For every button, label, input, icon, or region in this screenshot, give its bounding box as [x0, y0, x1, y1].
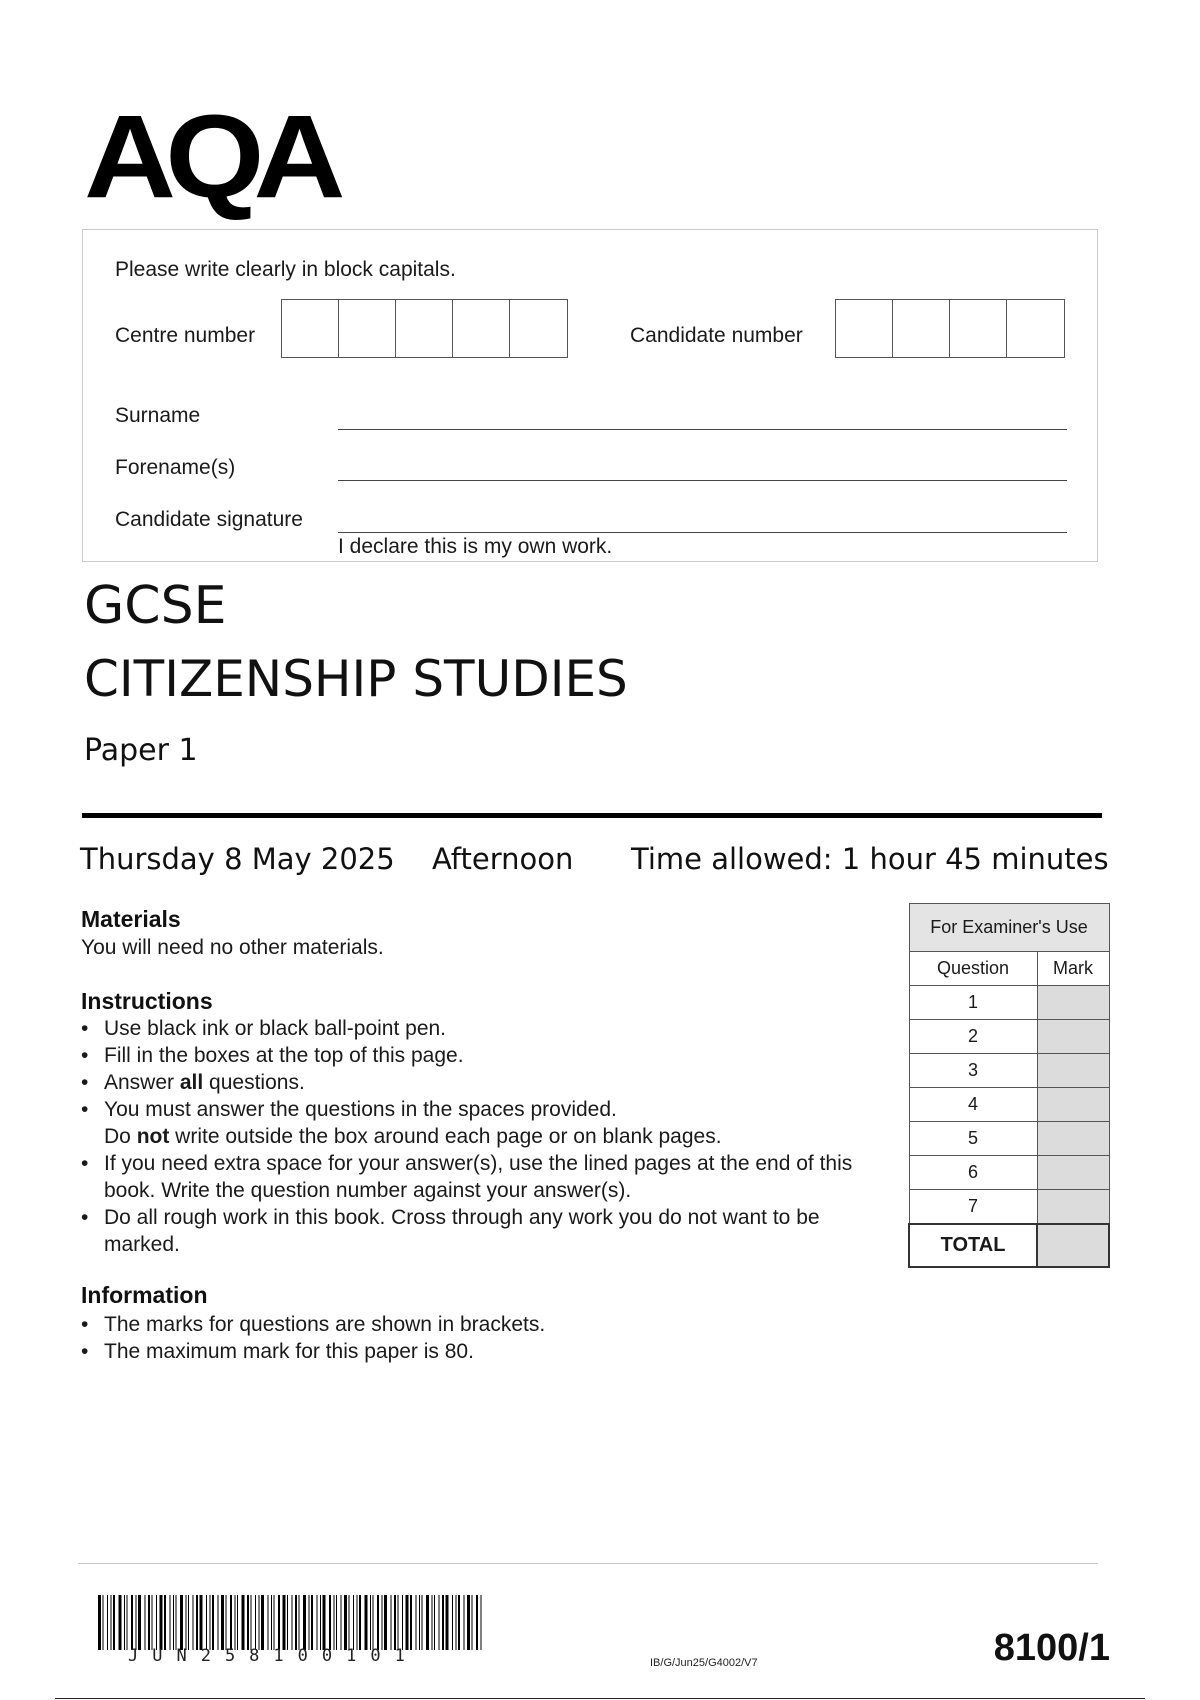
information-list [81, 1311, 871, 1365]
mark-cell[interactable] [1037, 1122, 1109, 1156]
mark-cell[interactable] [1037, 1054, 1109, 1088]
barcode-bar [218, 1595, 219, 1650]
barcode-bar [230, 1595, 232, 1650]
candidate-number-digit-box[interactable] [836, 300, 893, 357]
barcode-bar [176, 1595, 177, 1650]
mark-cell[interactable] [1037, 1020, 1109, 1054]
exam-paper: Paper 1 [84, 733, 198, 768]
barcode-bar [452, 1595, 453, 1650]
barcode-bar [259, 1595, 260, 1650]
barcode-bar [235, 1595, 236, 1650]
barcode-bar [446, 1595, 449, 1650]
barcode-bar [398, 1595, 399, 1650]
barcode-text: JUN258100101 [128, 1646, 419, 1666]
centre-number-digit-box[interactable] [339, 300, 396, 357]
barcode-bar [206, 1595, 207, 1650]
centre-number-digit-box[interactable] [282, 300, 339, 357]
barcode-bar [283, 1595, 286, 1650]
question-number: 4 [909, 1088, 1037, 1122]
document-reference: IB/G/Jun25/G4002/V7 [650, 1657, 758, 1669]
barcode-bar [170, 1595, 171, 1650]
barcode-bar [426, 1595, 429, 1650]
barcode-bar [384, 1595, 387, 1650]
candidate-number-digit-box[interactable] [1007, 300, 1064, 357]
instruction-item: • Use black ink or black ball-point pen. [81, 1015, 871, 1042]
block-capitals-instruction: Please write clearly in block capitals. [115, 258, 456, 281]
barcode-bar [131, 1595, 133, 1650]
barcode-bar [111, 1595, 112, 1650]
candidate-number-label: Candidate number [630, 324, 803, 347]
barcode-bar [186, 1595, 187, 1650]
question-number: 1 [909, 986, 1037, 1020]
barcode-bar [193, 1595, 194, 1650]
barcode-bar [370, 1595, 371, 1650]
barcode-bar [442, 1595, 444, 1650]
barcode-bar [98, 1595, 101, 1650]
barcode-bar [422, 1595, 423, 1650]
barcode-bar [196, 1595, 198, 1650]
barcode-bar [365, 1595, 368, 1650]
barcode-bar [391, 1595, 392, 1650]
barcode-bar [299, 1595, 300, 1650]
mark-cell[interactable] [1037, 986, 1109, 1020]
barcode-bar [394, 1595, 396, 1650]
barcode-bar [476, 1595, 478, 1650]
barcode-bar [145, 1595, 146, 1650]
barcode-bar [359, 1595, 361, 1650]
barcode-bar [268, 1595, 269, 1650]
barcode-bar [152, 1595, 153, 1650]
candidate-number-boxes [835, 299, 1065, 358]
forenames-label: Forename(s) [115, 456, 236, 479]
candidate-details-box [82, 229, 1098, 562]
exam-session: Afternoon [432, 842, 574, 876]
barcode-bar [271, 1595, 272, 1650]
barcode-bar [251, 1595, 252, 1650]
signature-label: Candidate signature [115, 508, 303, 531]
mark-cell[interactable] [1037, 1190, 1109, 1224]
page-bottom-rule [55, 1698, 1145, 1699]
barcode-bar [357, 1595, 358, 1650]
instructions-heading: Instructions [81, 988, 213, 1014]
barcode-bar [323, 1595, 326, 1650]
surname-label: Surname [115, 404, 201, 427]
barcode-bar [103, 1595, 104, 1650]
barcode-bar [467, 1595, 470, 1650]
barcode-bar [127, 1595, 128, 1650]
centre-number-label: Centre number [115, 324, 256, 347]
exam-date: Thursday 8 May 2025 [80, 842, 395, 876]
forenames-line[interactable] [338, 480, 1067, 481]
barcode-bar [382, 1595, 383, 1650]
information-item: • The marks for questions are shown in brackets. [81, 1311, 871, 1338]
total-row [909, 1224, 1109, 1267]
barcode-bar [148, 1595, 150, 1650]
barcode-bar [261, 1595, 264, 1650]
instruction-item: • Do all rough work in this book. Cross through any work you do not want to be marked. [81, 1204, 871, 1258]
barcode-bar [303, 1595, 306, 1650]
examiner-table-title: For Examiner's Use [909, 904, 1109, 952]
barcode-bar [406, 1595, 409, 1650]
barcode-bar [287, 1595, 288, 1650]
declaration-text: I declare this is my own work. [338, 535, 613, 558]
centre-number-digit-box[interactable] [396, 300, 453, 357]
barcode-bar [309, 1595, 310, 1650]
time-allowed: Time allowed: 1 hour 45 minutes [631, 842, 1109, 876]
instruction-item: • Answer all questions. [81, 1069, 871, 1096]
question-number: 2 [909, 1020, 1037, 1054]
instructions-list [81, 1015, 871, 1258]
barcode-bar [292, 1595, 293, 1650]
barcode-bar [107, 1595, 108, 1650]
barcode-bar [180, 1595, 183, 1650]
information-item: • The maximum mark for this paper is 80. [81, 1338, 871, 1365]
total-mark-cell[interactable] [1037, 1224, 1109, 1267]
question-number: 6 [909, 1156, 1037, 1190]
barcode-bar [247, 1595, 249, 1650]
barcode-bar [419, 1595, 420, 1650]
materials-text: You will need no other materials. [81, 936, 384, 959]
question-number: 5 [909, 1122, 1037, 1156]
barcode-bar [336, 1595, 337, 1650]
table-row [909, 986, 1109, 1020]
question-number: 3 [909, 1054, 1037, 1088]
barcode-bar [226, 1595, 227, 1650]
exam-level: GCSE [84, 576, 227, 636]
barcode-bar [320, 1595, 321, 1650]
barcode-bar [278, 1595, 280, 1650]
mark-cell[interactable] [1037, 1088, 1109, 1122]
barcode-bar [410, 1595, 412, 1650]
barcode-bar [439, 1595, 440, 1650]
title-rule [82, 813, 1102, 818]
barcode-bar [472, 1595, 473, 1650]
barcode-bar [464, 1595, 465, 1650]
aqa-logo: AQA [84, 91, 335, 223]
table-row [909, 1190, 1109, 1224]
information-heading: Information [81, 1282, 208, 1308]
candidate-number-digit-box[interactable] [893, 300, 950, 357]
barcode-bar [295, 1595, 297, 1650]
table-row [909, 1020, 1109, 1054]
instruction-item: • You must answer the questions in the spaces provided. Do not write outside the box around each page or on blank pages. [81, 1096, 871, 1150]
barcode-bar [344, 1595, 347, 1650]
barcode-bar [221, 1595, 224, 1650]
question-number: 7 [909, 1190, 1037, 1224]
instruction-item: • If you need extra space for your answer(s), use the lined pages at the end of this book. Write the question number against your answer(s). [81, 1150, 871, 1204]
barcode-bar [334, 1595, 335, 1650]
barcode-bar [136, 1595, 137, 1650]
mark-cell[interactable] [1037, 1156, 1109, 1190]
exam-subject: CITIZENSHIP STUDIES [84, 650, 628, 708]
table-row [909, 1156, 1109, 1190]
centre-number-boxes [281, 299, 568, 358]
barcode-bar [434, 1595, 435, 1650]
barcode-bar [317, 1595, 318, 1650]
barcode-bar [160, 1595, 163, 1650]
barcode-bar [113, 1595, 115, 1650]
barcode-bar [274, 1595, 275, 1650]
examiner-use-table [908, 903, 1110, 1268]
barcode-bar [402, 1595, 403, 1650]
surname-line[interactable] [338, 429, 1067, 430]
barcode-bar [432, 1595, 433, 1650]
table-row [909, 1054, 1109, 1088]
barcode-bar [311, 1595, 313, 1650]
barcode-bar [188, 1595, 189, 1650]
barcode-bar [416, 1595, 417, 1650]
question-column-header: Question [909, 952, 1037, 986]
barcode-bar [210, 1595, 211, 1650]
barcode-bar [341, 1595, 342, 1650]
barcode-bar [481, 1595, 482, 1650]
signature-line[interactable] [338, 532, 1067, 533]
barcode-bar [124, 1595, 125, 1650]
instruction-item: • Fill in the boxes at the top of this page. [81, 1042, 871, 1069]
paper-code: 8100/1 [993, 1627, 1110, 1669]
table-row [909, 1122, 1109, 1156]
barcode-bar [458, 1595, 460, 1650]
barcode-bar [377, 1595, 379, 1650]
barcode-bar [255, 1595, 256, 1650]
barcode-bar [164, 1595, 166, 1650]
barcode-bar [212, 1595, 214, 1650]
barcode-bar [242, 1595, 245, 1650]
barcode-bar [156, 1595, 157, 1650]
barcode-bar [173, 1595, 174, 1650]
centre-number-digit-box[interactable] [510, 300, 567, 357]
materials-heading: Materials [81, 906, 181, 932]
barcode-bar [119, 1595, 122, 1650]
barcode-bar [353, 1595, 354, 1650]
total-label: TOTAL [909, 1224, 1037, 1267]
barcode-bar [329, 1595, 331, 1650]
barcode-bar [138, 1595, 141, 1650]
barcode [98, 1595, 483, 1650]
candidate-number-digit-box[interactable] [950, 300, 1007, 357]
barcode-bar [456, 1595, 457, 1650]
barcode-bar [349, 1595, 350, 1650]
barcode-bar [373, 1595, 374, 1650]
footer-rule [78, 1563, 1098, 1564]
table-row [909, 1088, 1109, 1122]
mark-column-header: Mark [1037, 952, 1109, 986]
centre-number-digit-box[interactable] [453, 300, 510, 357]
barcode-bar [237, 1595, 238, 1650]
barcode-bar [200, 1595, 203, 1650]
